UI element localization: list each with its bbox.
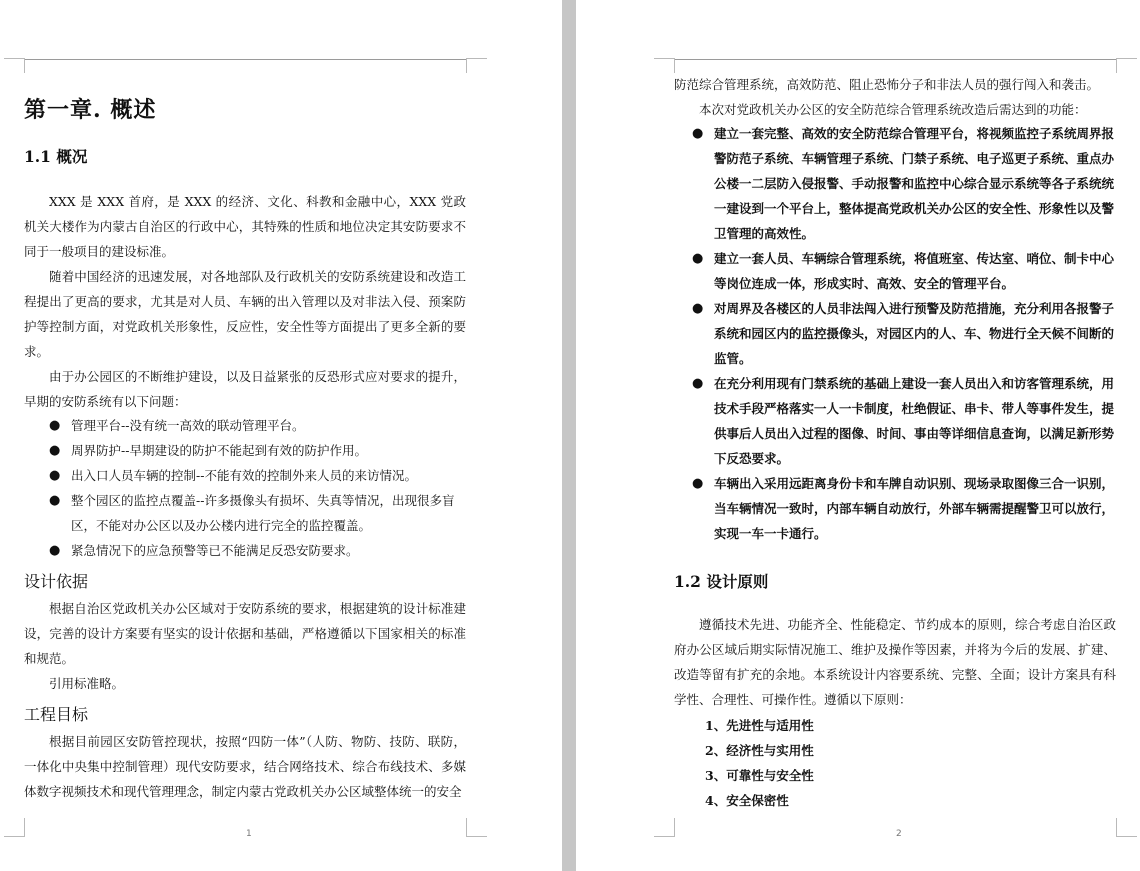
list-item: 1、先进性与适用性 xyxy=(705,718,814,733)
list-item: ● 对周界及各楼区的人员非法闯入进行预警及防范措施，充分利用各报警子系统和园区内的监控摄像头，对园区内的人、车、物进行全天候不间断的监管。 xyxy=(692,296,1118,371)
crop-mark-bottom-left xyxy=(654,818,675,837)
crop-mark-bottom-right xyxy=(466,818,487,837)
paragraph-continued: 防范综合管理系统，高效防范、阻止恐怖分子和非法人员的强行闯入和袭击。 xyxy=(674,77,1100,92)
bullet-icon: ● xyxy=(49,493,61,508)
paragraph-intro: XXX 是 XXX 首府，是 XXX 的经济、文化、科教和金融中心，XXX 党政机关大楼作为内蒙古自治区的行政中心，其特殊的性质和地位决定其安防要求不同于一般项目的建设标准。 xyxy=(24,194,466,259)
page-gutter xyxy=(562,0,576,871)
paragraph-functions-intro: 本次对党政机关办公区的安全防范综合管理系统改造后需达到的功能： xyxy=(699,102,1087,117)
document-page-2 xyxy=(576,0,1140,871)
bullet-icon: ● xyxy=(692,251,704,266)
document-page-1 xyxy=(0,0,562,871)
principles-list xyxy=(705,713,1105,813)
functions-list xyxy=(692,121,1118,546)
list-item: ● 出入口人员车辆的控制--不能有效的控制外来人员的来访情况。 xyxy=(49,463,466,488)
page-number: 1 xyxy=(246,829,252,839)
list-item: ● 在充分利用现有门禁系统的基础上建设一套人员出入和访客管理系统，用技术手段严格落实一人一卡制度，杜绝假证、串卡、带人等事件发生，提供事后人员出入过程的图像、时间、事由等详细信息查询，以满足新形势下反恐要求。 xyxy=(692,371,1118,471)
header-rule xyxy=(24,59,466,60)
list-item: ● 周界防护--早期建设的防护不能起到有效的防护作用。 xyxy=(49,438,466,463)
bullet-icon: ● xyxy=(692,301,704,316)
list-item: ● 整个园区的监控点覆盖--许多摄像头有损坏、失真等情况，出现很多盲区，不能对办公区以及办公楼内进行完全的监控覆盖。 xyxy=(49,488,466,538)
section-heading-overview: 1.1 概况 xyxy=(24,147,88,166)
paragraph-standards: 引用标准略。 xyxy=(49,676,125,691)
list-item: 3、可靠性与安全性 xyxy=(705,768,814,783)
bullet-icon: ● xyxy=(692,376,704,391)
section-heading-design-principles: 1.2 设计原则 xyxy=(674,572,769,591)
list-item: 4、安全保密性 xyxy=(705,793,789,808)
bullet-icon: ● xyxy=(49,468,61,483)
crop-mark-bottom-right xyxy=(1116,818,1137,837)
list-item: ● 管理平台--没有统一高效的联动管理平台。 xyxy=(49,413,466,438)
heading-project-goal: 工程目标 xyxy=(24,705,89,724)
bullet-icon: ● xyxy=(49,418,61,433)
bullet-icon: ● xyxy=(49,543,61,558)
crop-mark-top-right xyxy=(466,58,487,73)
list-item: 2、经济性与实用性 xyxy=(705,743,814,758)
bullet-icon: ● xyxy=(692,476,704,491)
paragraph-problems-intro: 由于办公园区的不断维护建设，以及日益紧张的反恐形式应对要求的提升，早期的安防系统有以下问题： xyxy=(24,369,466,409)
problems-list xyxy=(49,413,466,563)
crop-mark-top-right xyxy=(1116,58,1137,73)
bullet-icon: ● xyxy=(49,443,61,458)
heading-design-basis: 设计依据 xyxy=(24,572,89,591)
list-item: ● 建立一套人员、车辆综合管理系统，将值班室、传达室、哨位、制卡中心等岗位连成一体，形成实时、高效、安全的管理平台。 xyxy=(692,246,1118,296)
list-item: ● 建立一套完整、高效的安全防范综合管理平台，将视频监控子系统周界报警防范子系统、车辆管理子系统、门禁子系统、电子巡更子系统、重点办公楼一二层防入侵报警、手动报警和监控中心综合显示系统等各子系统统一建设到一个平台上，整体提高党政机关办公区的安全性、形象性以及警卫管理的高效性。 xyxy=(692,121,1118,246)
chapter-title: 第一章. 概述 xyxy=(24,97,157,123)
paragraph-principles: 遵循技术先进、功能齐全、性能稳定、节约成本的原则，综合考虑自治区政府办公区域后期实际情况施工、维护及操作等因素，并将为今后的发展、扩建、改造等留有扩充的余地。本系统设计内容要系统、完整、全面；设计方案具有科学性、合理性、可操作性。遵循以下原则： xyxy=(674,617,1116,707)
page-number: 2 xyxy=(896,829,902,839)
list-item: ● 车辆出入采用远距离身份卡和车牌自动识别、现场录取图像三合一识别，当车辆情况一致时，内部车辆自动放行，外部车辆需提醒警卫可以放行，实现一车一卡通行。 xyxy=(692,471,1118,546)
crop-mark-top-left xyxy=(4,58,25,73)
crop-mark-bottom-left xyxy=(4,818,25,837)
paragraph-design-basis: 根据自治区党政机关办公区域对于安防系统的要求，根据建筑的设计标准建设，完善的设计方案要有坚实的设计依据和基础，严格遵循以下国家相关的标准和规范。 xyxy=(24,601,466,666)
header-rule xyxy=(674,59,1116,60)
paragraph-development: 随着中国经济的迅速发展，对各地部队及行政机关的安防系统建设和改造工程提出了更高的要求，尤其是对人员、车辆的出入管理以及对非法入侵、预案防护等控制方面，对党政机关形象性，反应性，安全性等方面提出了更多全新的要求。 xyxy=(24,269,466,359)
crop-mark-top-left xyxy=(654,58,675,73)
list-item: ● 紧急情况下的应急预警等已不能满足反恐安防要求。 xyxy=(49,538,466,563)
bullet-icon: ● xyxy=(692,126,704,141)
paragraph-project-goal: 根据目前园区安防管控现状，按照“四防一体”（人防、物防、技防、联防，一体化中央集中控制管理）现代安防要求，结合网络技术、综合布线技术、多媒体数字视频技术和现代管理理念，制定内蒙古党政机关办公区域整体统一的安全 xyxy=(24,734,466,799)
